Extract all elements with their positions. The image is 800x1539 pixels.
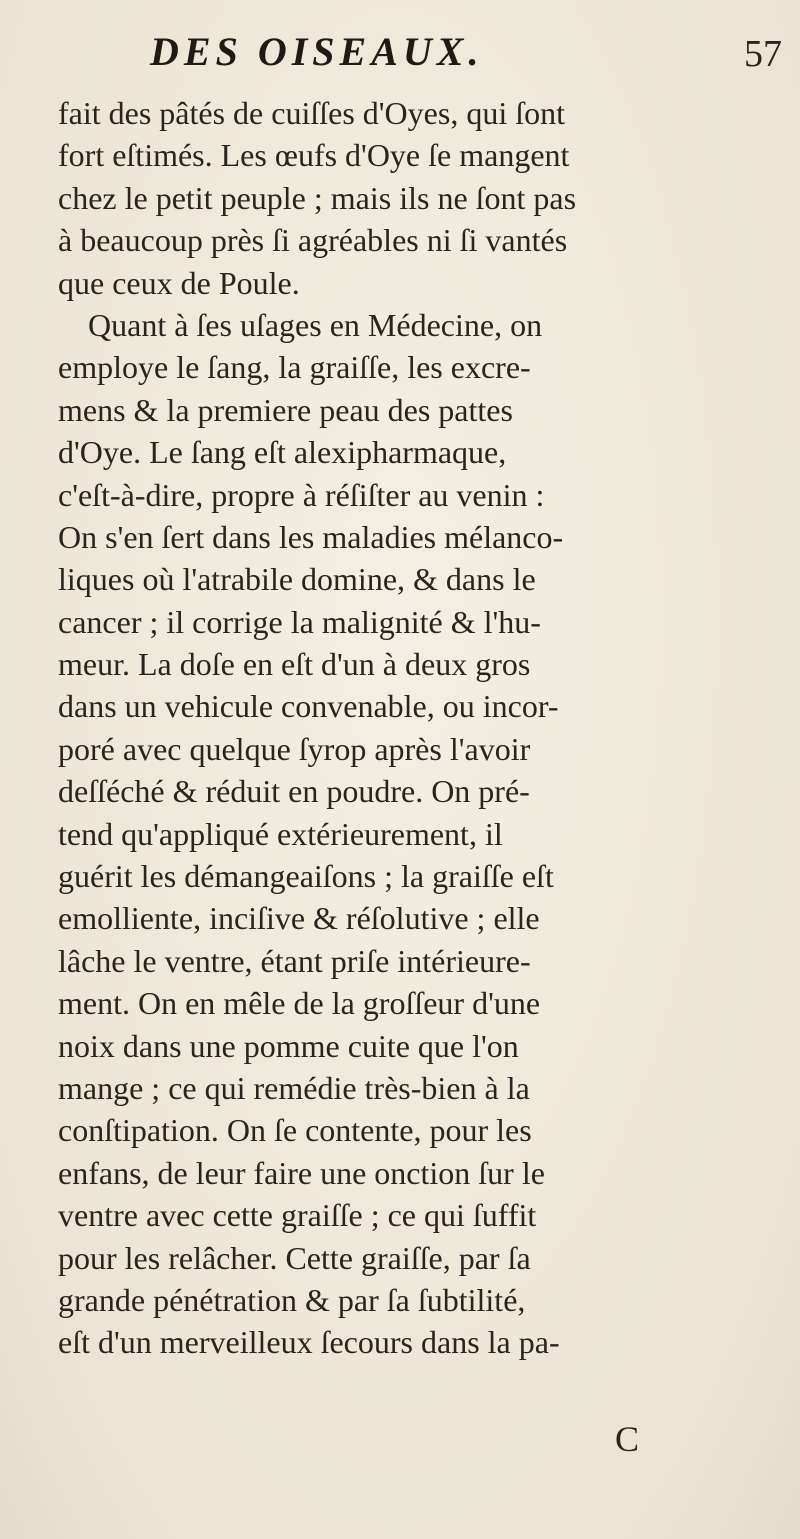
text-line: ment. On en mêle de la groſſeur d'une — [58, 985, 541, 1022]
text-line: cancer ; il corrige la malignité & l'hu- — [58, 603, 541, 640]
text-line: que ceux de Poule. — [58, 264, 300, 301]
text-line: lâche le ventre, étant priſe intérieure- — [58, 942, 531, 979]
page-header — [150, 10, 800, 96]
text-line: mange ; ce qui remédie très-bien à la — [58, 1069, 530, 1106]
text-line: liques où l'atrabile domine, & dans le — [58, 561, 536, 598]
text-line: guérit les démangeaiſons ; la graiſſe eſt — [58, 858, 554, 895]
text-line: ventre avec cette graiſſe ; ce qui ſuffit — [58, 1197, 537, 1234]
text-line: poré avec quelque ſyrop après l'avoir — [58, 730, 531, 767]
text-line: deſſéché & réduit en poudre. On pré- — [58, 773, 530, 810]
text-line: On s'en ſert dans les maladies mélanco- — [58, 518, 564, 555]
signature-mark: C — [615, 1419, 640, 1459]
text-line: à beaucoup près ſi agréables ni ſi vantés — [58, 222, 568, 259]
text-line: meur. La doſe en eſt d'un à deux gros — [58, 646, 531, 683]
text-line: grande pénétration & par ſa ſubtilité, — [58, 1281, 526, 1318]
text-line: dans un vehicule convenable, ou incor- — [58, 688, 559, 725]
text-line: enfans, de leur faire une onction ſur le — [58, 1154, 545, 1191]
text-line-paragraph-start: Quant à ſes uſages en Médecine, on — [88, 306, 543, 343]
text-line: noix dans une pomme cuite que l'on — [58, 1027, 519, 1064]
text-line: chez le petit peuple ; mais ils ne ſont pas — [58, 179, 577, 216]
text-line: conſtipation. On ſe contente, pour les — [58, 1112, 532, 1149]
text-line: c'eſt-à-dire, propre à réſiſter au venin : — [58, 476, 545, 513]
text-line: employe le ſang, la graiſſe, les excre- — [58, 349, 531, 386]
running-head: DES OISEAUX. — [150, 29, 484, 74]
text-line: tend qu'appliqué extérieurement, il — [58, 815, 503, 852]
text-line: eſt d'un merveilleux ſecours dans la pa- — [58, 1324, 560, 1361]
text-line: fait des pâtés de cuiſſes d'Oyes, qui ſont — [58, 95, 565, 131]
text-line: emolliente, inciſive & réſolutive ; elle — [58, 900, 540, 937]
text-line: mens & la premiere peau des pattes — [58, 391, 513, 428]
page-number: 57 — [744, 33, 782, 75]
text-line: pour les relâcher. Cette graiſſe, par ſa — [58, 1239, 531, 1276]
text-line: d'Oye. Le ſang eſt alexipharmaque, — [58, 434, 507, 471]
text-line: fort eſtimés. Les œufs d'Oye ſe mangent — [58, 137, 570, 174]
body-text — [58, 92, 770, 1364]
